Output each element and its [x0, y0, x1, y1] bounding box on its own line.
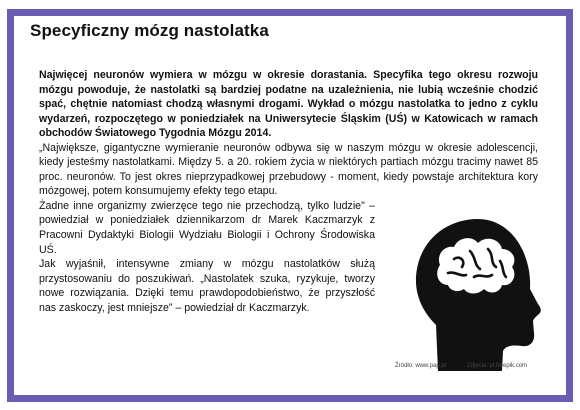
source-credit: Źródło: www.pap.pl — [395, 363, 447, 369]
explanation-paragraph: Jak wyjaśnił, intensywne zmiany w mózgu nastolatków służą przystosowaniu do poszukiwań. „Nastolatek szuka, ryzykuje, tworzy nowe rozwiązania. Dzięki temu prawdopodobieństwo, że przyszłość nas zaskoczy, jest mniejsze” – powiedział dr Kaczmarzyk. — [39, 258, 375, 314]
page-title: Specyficzny mózg nastolatka — [30, 21, 269, 40]
lead-paragraph: Najwięcej neuronów wymiera w mózgu w okresie dorastania. Specyfika tego okresu rozwoju mózgu powoduje, że nastolatki są bardziej podatne na uzależnienia, nie lubią wcześnie chodzić spać, chętnie natomiast chodzą własnymi drogami. Wykład o mózgu nastolatka to jedno z cyklu wydarzeń, rozpoczętego w poniedziałek na Uniwersytecie Śląskim (UŚ) w Katowicach w ramach obchodów Światowego Tygodnia Mózgu 2014. — [39, 69, 538, 140]
quote-paragraph: „Największe, gigantyczne wymieranie neuronów odbywa się w naszym mózgu w okresie adolescencji, kiedy jesteśmy nastolatkami. Między 5. a 20. rokiem życia w niektórych partiach mózgu tracimy nawet 85 proc. neuronów. To jest okres nieprzypadkowej przebudowy - moment, kiedy powstaje architektura kory mózgowej, potem konsumujemy efekty tego etapu. — [39, 141, 538, 198]
photo-credit: Zdjęcia: pl.freepik.com — [467, 363, 528, 369]
attribution-paragraph: Żadne inne organizmy zwierzęce tego nie przechodzą, tylko ludzie" – powiedział w poniedziałek dziennikarzom dr Marek Kaczmarzyk z Pracowni Dydaktyki Biologii Wydziału Biologii i Ochrony Środowiska UŚ. — [39, 199, 375, 256]
head-silhouette — [416, 219, 541, 371]
head-brain-icon — [404, 215, 546, 371]
